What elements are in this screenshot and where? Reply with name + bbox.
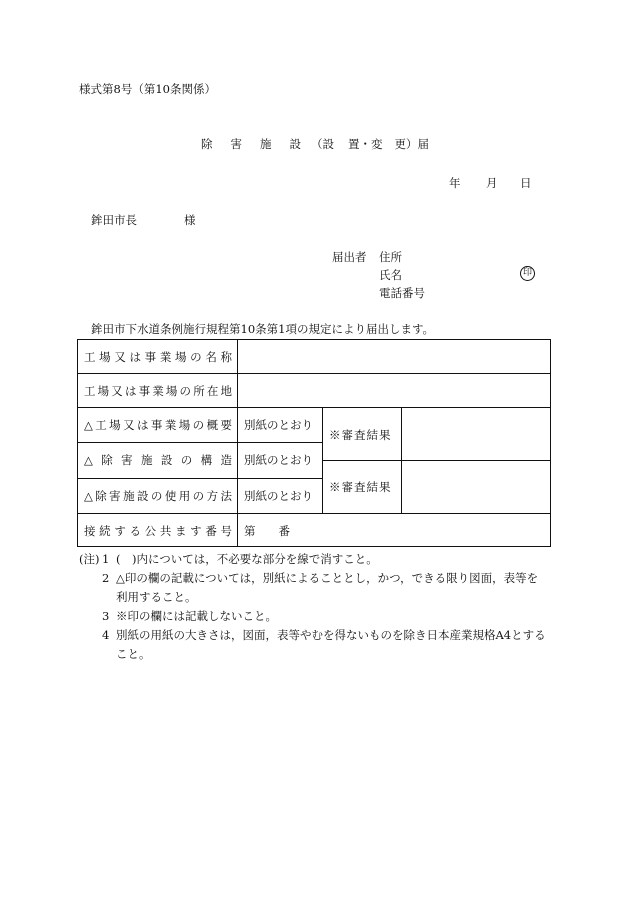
note-item (79, 569, 549, 607)
treatment-structure-label: △ 除 害 施 設 の 構 造 (84, 453, 232, 467)
addressee: 鉾田市長 (91, 213, 137, 227)
applicant-label: 届出者 (332, 250, 367, 264)
facility-location-value[interactable] (238, 374, 550, 407)
date-day-label: 日 (520, 176, 532, 190)
sewer-box-number-label: 接続する公共ます番号 (84, 524, 232, 538)
note-text: △印の欄の記載については，別紙によることとし，かつ，できる限り図面，表等を利用すること。 (116, 571, 539, 604)
facility-name-value[interactable] (238, 340, 550, 373)
row-divider (78, 513, 550, 514)
title-part: （設 (311, 137, 334, 151)
note-text: 別紙の用紙の大きさは，図面，表等やむを得ないものを除き日本産業規格A4とすること。 (116, 628, 546, 661)
note-item (79, 626, 549, 664)
note-item (79, 550, 549, 569)
note-number: 1 (102, 552, 110, 566)
facility-name-label: 工場又は事業場の名称 (84, 350, 232, 364)
facility-overview-label: △工場又は事業場の概要 (84, 418, 232, 432)
form-number: 様式第8号（第10条関係） (79, 82, 216, 96)
facility-form-table (77, 339, 551, 547)
date-month-label: 月 (486, 176, 498, 190)
treatment-usage-label: △除害施設の使用の方法 (84, 489, 232, 503)
col-divider (322, 407, 323, 513)
note-number: 3 (102, 609, 110, 623)
review-result-label: ※審査結果 (329, 480, 392, 494)
page-title (0, 137, 630, 151)
note-item (79, 607, 549, 626)
notes-section (79, 550, 549, 664)
note-text: ※印の欄には記載しないこと。 (116, 609, 277, 623)
note-text: ( )内については，不必要な部分を線で消すこと。 (116, 552, 378, 566)
review-result-value (402, 407, 550, 460)
note-number: 2 (102, 571, 110, 585)
name-label: 氏名 (379, 268, 402, 282)
title-part: 除 (201, 137, 213, 151)
sewer-box-number-value: 第 番 (244, 524, 290, 538)
review-result-label: ※審査結果 (329, 428, 392, 442)
title-part: 置・変 (348, 137, 383, 151)
title-part: 更）届 (394, 137, 429, 151)
title-part: 設 (289, 137, 301, 151)
seal-mark: 印 (520, 266, 535, 281)
notes-prefix: (注) (79, 552, 100, 566)
phone-label: 電話番号 (379, 286, 425, 300)
facility-location-label: 工場又は事業場の所在地 (84, 384, 232, 398)
treatment-structure-value: 別紙のとおり (244, 453, 313, 467)
title-part: 害 (230, 137, 242, 151)
facility-overview-value: 別紙のとおり (244, 418, 313, 432)
note-number: 4 (102, 628, 110, 642)
review-result-value (402, 461, 550, 513)
address-label: 住所 (379, 250, 402, 264)
row-divider (78, 442, 322, 443)
row-divider (78, 478, 322, 479)
date-year-label: 年 (449, 176, 461, 190)
treatment-usage-value: 別紙のとおり (244, 489, 313, 503)
title-part: 施 (260, 137, 272, 151)
intro-text: 鉾田市下水道条例施行規程第10条第1項の規定により届出します。 (91, 322, 435, 336)
honorific: 様 (184, 213, 196, 227)
